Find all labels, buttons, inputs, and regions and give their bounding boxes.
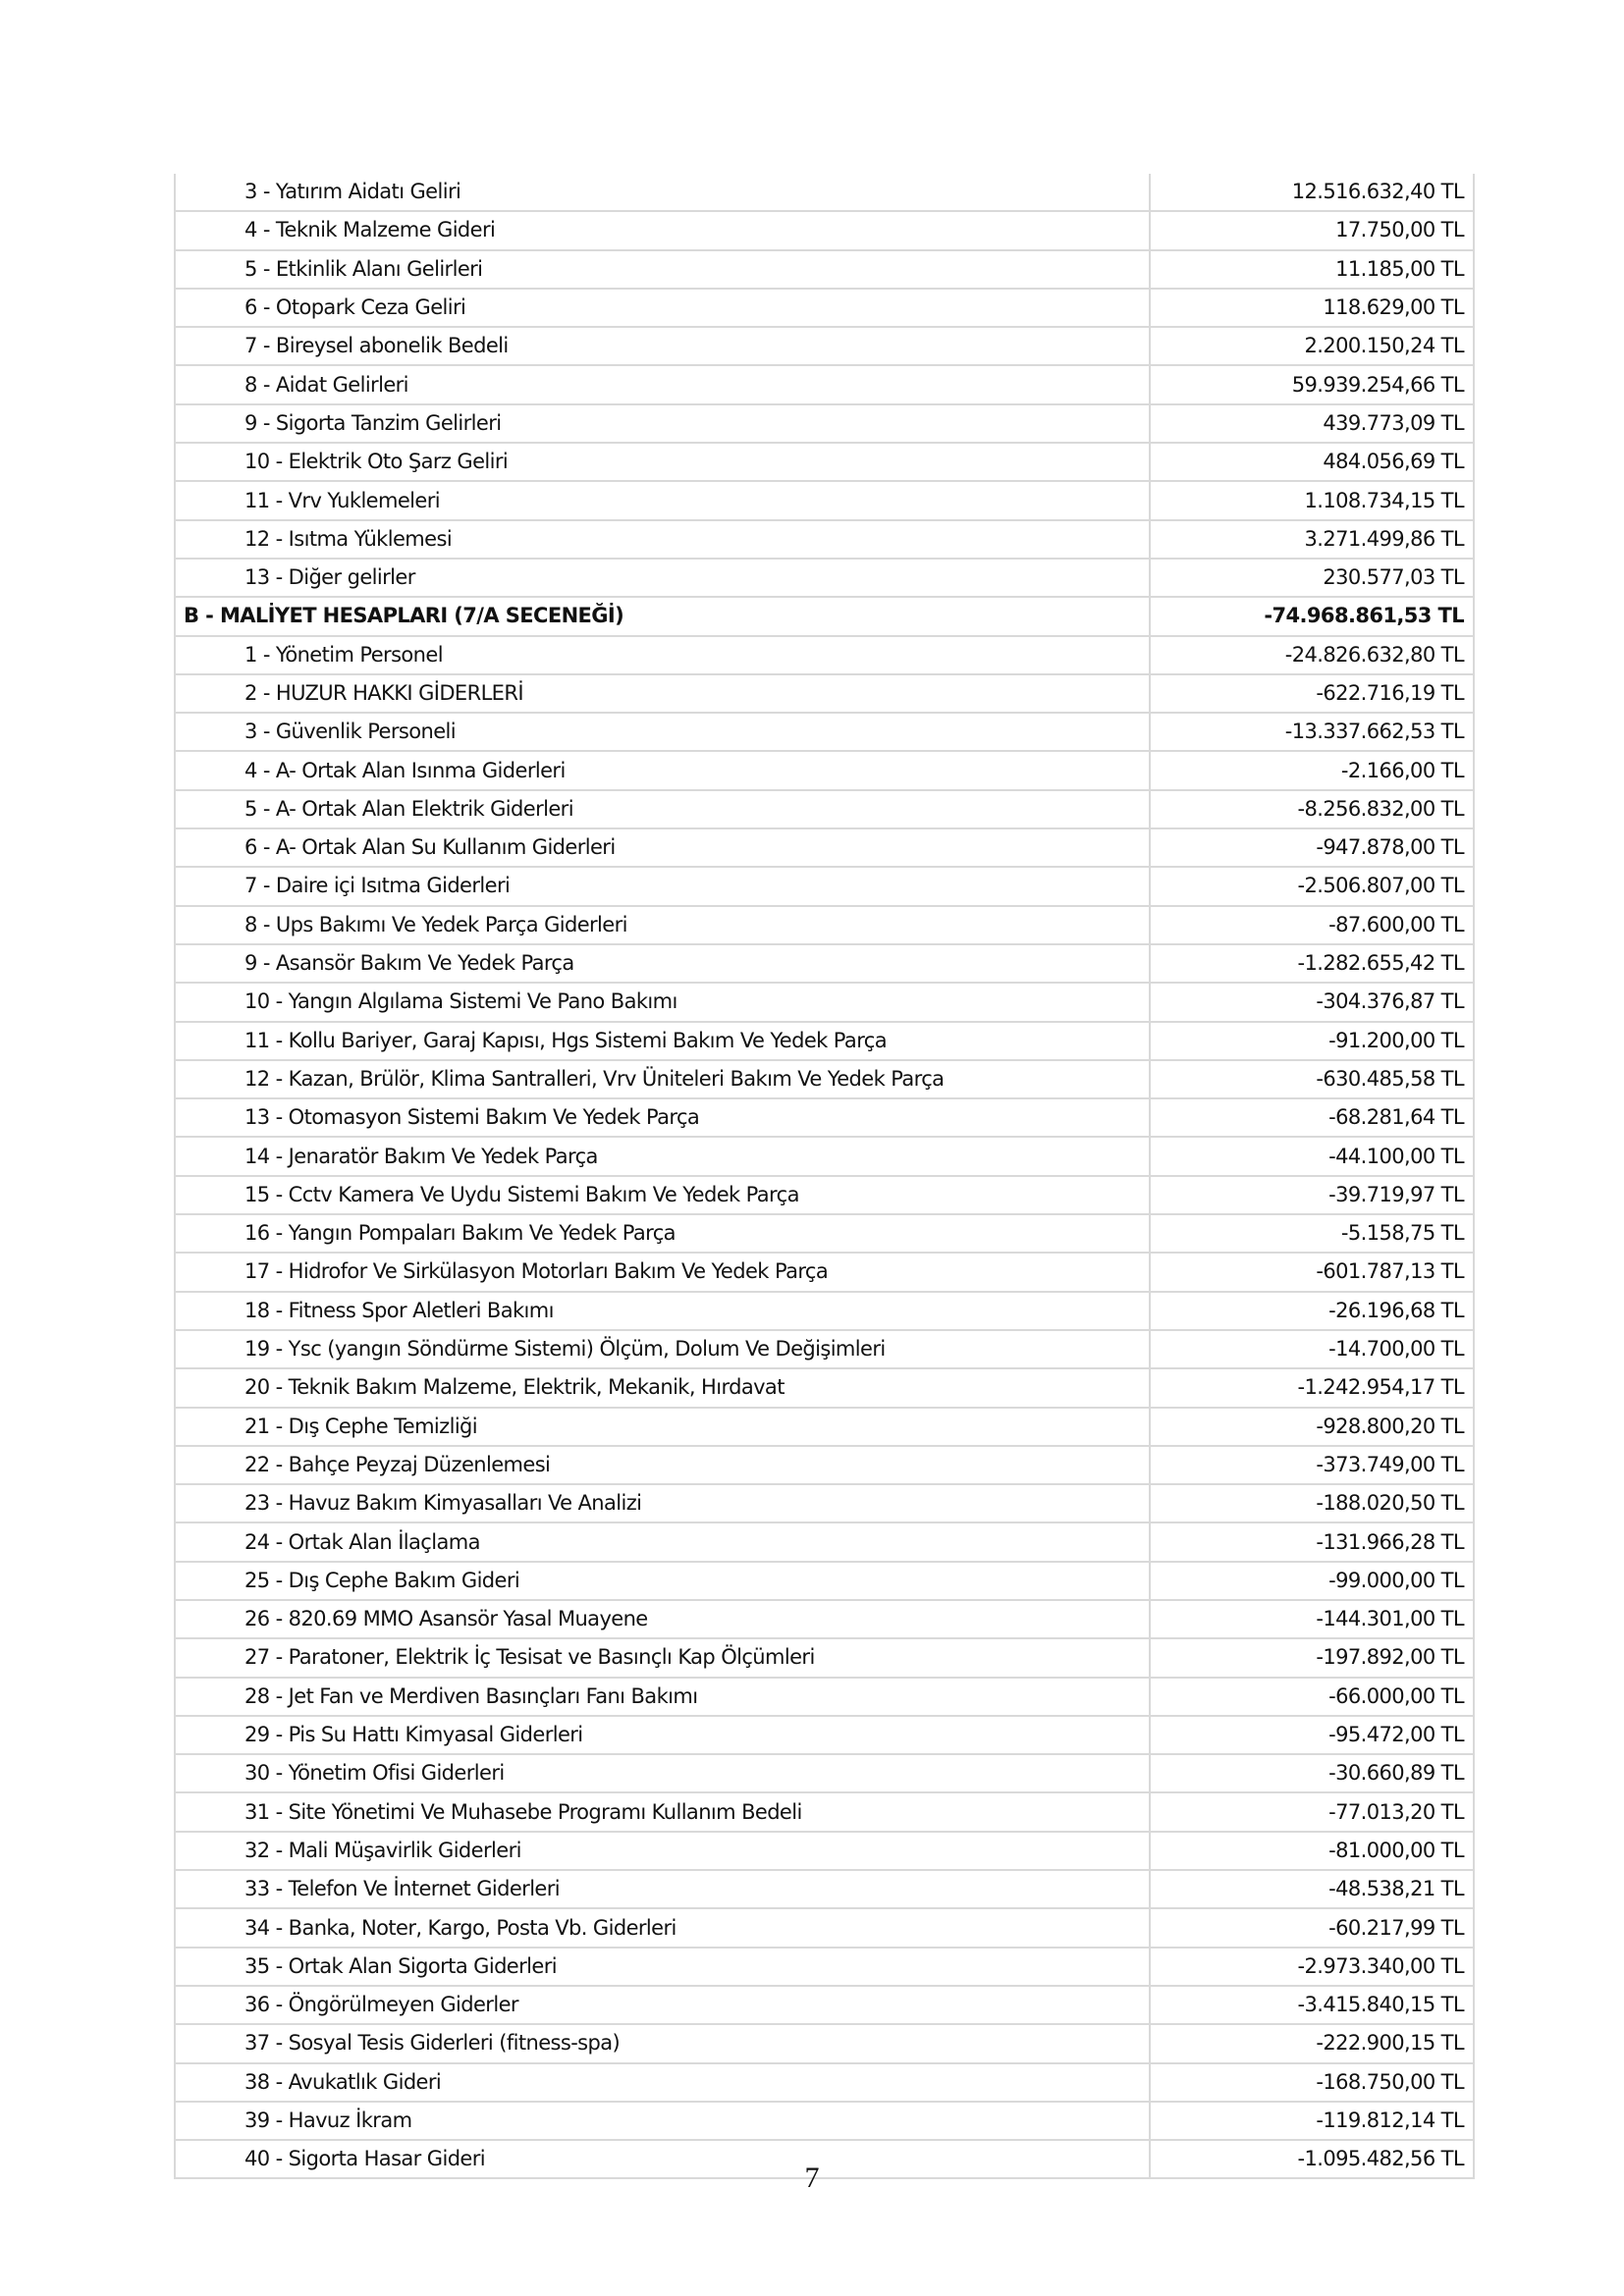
row-amount: 3.271.499,86 TL xyxy=(1150,520,1474,559)
row-amount: 1.108.734,15 TL xyxy=(1150,481,1474,519)
section-total: -74.968.861,53 TL xyxy=(1150,597,1474,635)
row-label: 5 - A- Ortak Alan Elektrik Giderleri xyxy=(175,790,1150,828)
row-label: 19 - Ysc (yangın Söndürme Sistemi) Ölçüm, Dolum Ve Değişimleri xyxy=(175,1330,1150,1368)
row-label: 12 - Kazan, Brülör, Klima Santralleri, Vrv Üniteleri Bakım Ve Yedek Parça xyxy=(175,1060,1150,1098)
row-label: 1 - Yönetim Personel xyxy=(175,636,1150,674)
table-row xyxy=(175,1176,1474,1214)
table-row xyxy=(175,1408,1474,1446)
row-label: 10 - Yangın Algılama Sistemi Ve Pano Bakımı xyxy=(175,983,1150,1021)
row-label: 23 - Havuz Bakım Kimyasalları Ve Analizi xyxy=(175,1484,1150,1522)
table-row xyxy=(175,443,1474,481)
row-label: 22 - Bahçe Peyzaj Düzenlemesi xyxy=(175,1446,1150,1484)
table-row xyxy=(175,674,1474,713)
table-row xyxy=(175,867,1474,905)
row-label: 37 - Sosyal Tesis Giderleri (fitness-spa) xyxy=(175,2024,1150,2062)
budget-table xyxy=(174,174,1475,2179)
table-row xyxy=(175,1022,1474,1060)
section-header-row xyxy=(175,597,1474,635)
row-amount: -601.787,13 TL xyxy=(1150,1253,1474,1291)
row-amount: -48.538,21 TL xyxy=(1150,1870,1474,1908)
table-row xyxy=(175,1060,1474,1098)
table-row xyxy=(175,250,1474,289)
row-label: 32 - Mali Müşavirlik Giderleri xyxy=(175,1832,1150,1870)
row-amount: -131.966,28 TL xyxy=(1150,1522,1474,1561)
table-row xyxy=(175,1368,1474,1407)
table-row xyxy=(175,2102,1474,2140)
row-label: 9 - Sigorta Tanzim Gelirleri xyxy=(175,404,1150,443)
row-label: 11 - Kollu Bariyer, Garaj Kapısı, Hgs Sistemi Bakım Ve Yedek Parça xyxy=(175,1022,1150,1060)
table-row xyxy=(175,365,1474,403)
row-amount: -2.506.807,00 TL xyxy=(1150,867,1474,905)
row-amount: -39.719,97 TL xyxy=(1150,1176,1474,1214)
table-row xyxy=(175,2063,1474,2102)
table-row xyxy=(175,906,1474,944)
table-row xyxy=(175,1908,1474,1947)
row-amount: -26.196,68 TL xyxy=(1150,1292,1474,1330)
row-amount: -14.700,00 TL xyxy=(1150,1330,1474,1368)
table-row xyxy=(175,1678,1474,1716)
row-label: 31 - Site Yönetimi Ve Muhasebe Programı Kullanım Bedeli xyxy=(175,1792,1150,1831)
row-amount: -2.973.340,00 TL xyxy=(1150,1948,1474,1986)
row-amount: 484.056,69 TL xyxy=(1150,443,1474,481)
row-label: 18 - Fitness Spor Aletleri Bakımı xyxy=(175,1292,1150,1330)
table-row xyxy=(175,559,1474,597)
row-amount: 118.629,00 TL xyxy=(1150,289,1474,327)
row-label: 14 - Jenaratör Bakım Ve Yedek Parça xyxy=(175,1137,1150,1175)
row-label: 7 - Bireysel abonelik Bedeli xyxy=(175,327,1150,365)
table-row xyxy=(175,174,1474,211)
table-row xyxy=(175,1792,1474,1831)
row-label: 4 - A- Ortak Alan Isınma Giderleri xyxy=(175,751,1150,789)
row-amount: -87.600,00 TL xyxy=(1150,906,1474,944)
table-row xyxy=(175,790,1474,828)
row-label: 3 - Güvenlik Personeli xyxy=(175,713,1150,751)
row-label: 12 - Isıtma Yüklemesi xyxy=(175,520,1150,559)
row-amount: 230.577,03 TL xyxy=(1150,559,1474,597)
row-amount: 17.750,00 TL xyxy=(1150,211,1474,249)
row-amount: 2.200.150,24 TL xyxy=(1150,327,1474,365)
row-amount: -1.095.482,56 TL xyxy=(1150,2140,1474,2178)
row-label: 10 - Elektrik Oto Şarz Geliri xyxy=(175,443,1150,481)
row-label: 6 - A- Ortak Alan Su Kullanım Giderleri xyxy=(175,828,1150,867)
table-row xyxy=(175,1098,1474,1137)
row-amount: -1.242.954,17 TL xyxy=(1150,1368,1474,1407)
row-amount: 11.185,00 TL xyxy=(1150,250,1474,289)
row-label: 17 - Hidrofor Ve Sirkülasyon Motorları Bakım Ve Yedek Parça xyxy=(175,1253,1150,1291)
row-amount: -630.485,58 TL xyxy=(1150,1060,1474,1098)
row-label: 16 - Yangın Pompaları Bakım Ve Yedek Parça xyxy=(175,1214,1150,1253)
budget-table-body xyxy=(175,174,1474,2178)
table-row xyxy=(175,1832,1474,1870)
row-label: 38 - Avukatlık Gideri xyxy=(175,2063,1150,2102)
row-label: 4 - Teknik Malzeme Gideri xyxy=(175,211,1150,249)
row-amount: -1.282.655,42 TL xyxy=(1150,944,1474,983)
table-row xyxy=(175,1600,1474,1638)
row-label: 33 - Telefon Ve İnternet Giderleri xyxy=(175,1870,1150,1908)
row-label: 30 - Yönetim Ofisi Giderleri xyxy=(175,1754,1150,1792)
row-amount: -99.000,00 TL xyxy=(1150,1562,1474,1600)
row-label: 11 - Vrv Yuklemeleri xyxy=(175,481,1150,519)
table-row xyxy=(175,481,1474,519)
row-label: 21 - Dış Cephe Temizliği xyxy=(175,1408,1150,1446)
row-label: 26 - 820.69 MMO Asansör Yasal Muayene xyxy=(175,1600,1150,1638)
row-amount: -373.749,00 TL xyxy=(1150,1446,1474,1484)
row-label: 34 - Banka, Noter, Kargo, Posta Vb. Giderleri xyxy=(175,1908,1150,1947)
row-label: 20 - Teknik Bakım Malzeme, Elektrik, Mekanik, Hırdavat xyxy=(175,1368,1150,1407)
row-amount: -119.812,14 TL xyxy=(1150,2102,1474,2140)
table-row xyxy=(175,289,1474,327)
row-amount: -5.158,75 TL xyxy=(1150,1214,1474,1253)
table-row xyxy=(175,520,1474,559)
row-amount: -928.800,20 TL xyxy=(1150,1408,1474,1446)
row-amount: -2.166,00 TL xyxy=(1150,751,1474,789)
row-label: 7 - Daire içi Isıtma Giderleri xyxy=(175,867,1150,905)
row-amount: 12.516.632,40 TL xyxy=(1150,174,1474,211)
table-row xyxy=(175,1330,1474,1368)
table-row xyxy=(175,1754,1474,1792)
row-amount: -60.217,99 TL xyxy=(1150,1908,1474,1947)
row-label: 39 - Havuz İkram xyxy=(175,2102,1150,2140)
row-label: 5 - Etkinlik Alanı Gelirleri xyxy=(175,250,1150,289)
row-amount: -197.892,00 TL xyxy=(1150,1638,1474,1677)
row-amount: -68.281,64 TL xyxy=(1150,1098,1474,1137)
row-label: 8 - Ups Bakımı Ve Yedek Parça Giderleri xyxy=(175,906,1150,944)
row-label: 35 - Ortak Alan Sigorta Giderleri xyxy=(175,1948,1150,1986)
table-row xyxy=(175,1638,1474,1677)
row-label: 29 - Pis Su Hattı Kimyasal Giderleri xyxy=(175,1716,1150,1754)
table-row xyxy=(175,1562,1474,1600)
row-label: 28 - Jet Fan ve Merdiven Basınçları Fanı Bakımı xyxy=(175,1678,1150,1716)
table-row xyxy=(175,1137,1474,1175)
row-label: 40 - Sigorta Hasar Gideri xyxy=(175,2140,1150,2178)
row-label: 9 - Asansör Bakım Ve Yedek Parça xyxy=(175,944,1150,983)
row-amount: 439.773,09 TL xyxy=(1150,404,1474,443)
row-amount: -3.415.840,15 TL xyxy=(1150,1986,1474,2024)
section-title: B - MALİYET HESAPLARI (7/A SECENEĞİ) xyxy=(175,597,1150,635)
row-amount: -622.716,19 TL xyxy=(1150,674,1474,713)
row-amount: -95.472,00 TL xyxy=(1150,1716,1474,1754)
table-row xyxy=(175,1446,1474,1484)
table-row xyxy=(175,751,1474,789)
row-label: 36 - Öngörülmeyen Giderler xyxy=(175,1986,1150,2024)
row-label: 25 - Dış Cephe Bakım Gideri xyxy=(175,1562,1150,1600)
row-amount: -24.826.632,80 TL xyxy=(1150,636,1474,674)
table-row xyxy=(175,1948,1474,1986)
table-row xyxy=(175,983,1474,1021)
row-amount: -91.200,00 TL xyxy=(1150,1022,1474,1060)
row-amount: -188.020,50 TL xyxy=(1150,1484,1474,1522)
row-label: 2 - HUZUR HAKKI GİDERLERİ xyxy=(175,674,1150,713)
row-label: 8 - Aidat Gelirleri xyxy=(175,365,1150,403)
row-amount: -77.013,20 TL xyxy=(1150,1792,1474,1831)
table-row xyxy=(175,944,1474,983)
table-row xyxy=(175,1253,1474,1291)
table-row xyxy=(175,1522,1474,1561)
row-amount: 59.939.254,66 TL xyxy=(1150,365,1474,403)
row-amount: -947.878,00 TL xyxy=(1150,828,1474,867)
row-amount: -222.900,15 TL xyxy=(1150,2024,1474,2062)
page-number: 7 xyxy=(804,2162,820,2194)
table-row xyxy=(175,1986,1474,2024)
row-amount: -304.376,87 TL xyxy=(1150,983,1474,1021)
row-label: 27 - Paratoner, Elektrik İç Tesisat ve Basınçlı Kap Ölçümleri xyxy=(175,1638,1150,1677)
table-row xyxy=(175,1484,1474,1522)
row-label: 24 - Ortak Alan İlaçlama xyxy=(175,1522,1150,1561)
row-amount: -8.256.832,00 TL xyxy=(1150,790,1474,828)
table-row xyxy=(175,2024,1474,2062)
row-amount: -144.301,00 TL xyxy=(1150,1600,1474,1638)
row-label: 6 - Otopark Ceza Geliri xyxy=(175,289,1150,327)
row-label: 3 - Yatırım Aidatı Geliri xyxy=(175,174,1150,211)
row-amount: -13.337.662,53 TL xyxy=(1150,713,1474,751)
table-row xyxy=(175,404,1474,443)
row-amount: -44.100,00 TL xyxy=(1150,1137,1474,1175)
row-label: 13 - Diğer gelirler xyxy=(175,559,1150,597)
row-label: 13 - Otomasyon Sistemi Bakım Ve Yedek Parça xyxy=(175,1098,1150,1137)
row-label: 15 - Cctv Kamera Ve Uydu Sistemi Bakım Ve Yedek Parça xyxy=(175,1176,1150,1214)
row-amount: -168.750,00 TL xyxy=(1150,2063,1474,2102)
table-row xyxy=(175,1214,1474,1253)
table-row xyxy=(175,1716,1474,1754)
row-amount: -30.660,89 TL xyxy=(1150,1754,1474,1792)
table-row xyxy=(175,713,1474,751)
table-row xyxy=(175,1292,1474,1330)
table-row xyxy=(175,211,1474,249)
table-row xyxy=(175,1870,1474,1908)
table-row xyxy=(175,327,1474,365)
row-amount: -81.000,00 TL xyxy=(1150,1832,1474,1870)
table-row xyxy=(175,636,1474,674)
row-amount: -66.000,00 TL xyxy=(1150,1678,1474,1716)
table-row xyxy=(175,828,1474,867)
